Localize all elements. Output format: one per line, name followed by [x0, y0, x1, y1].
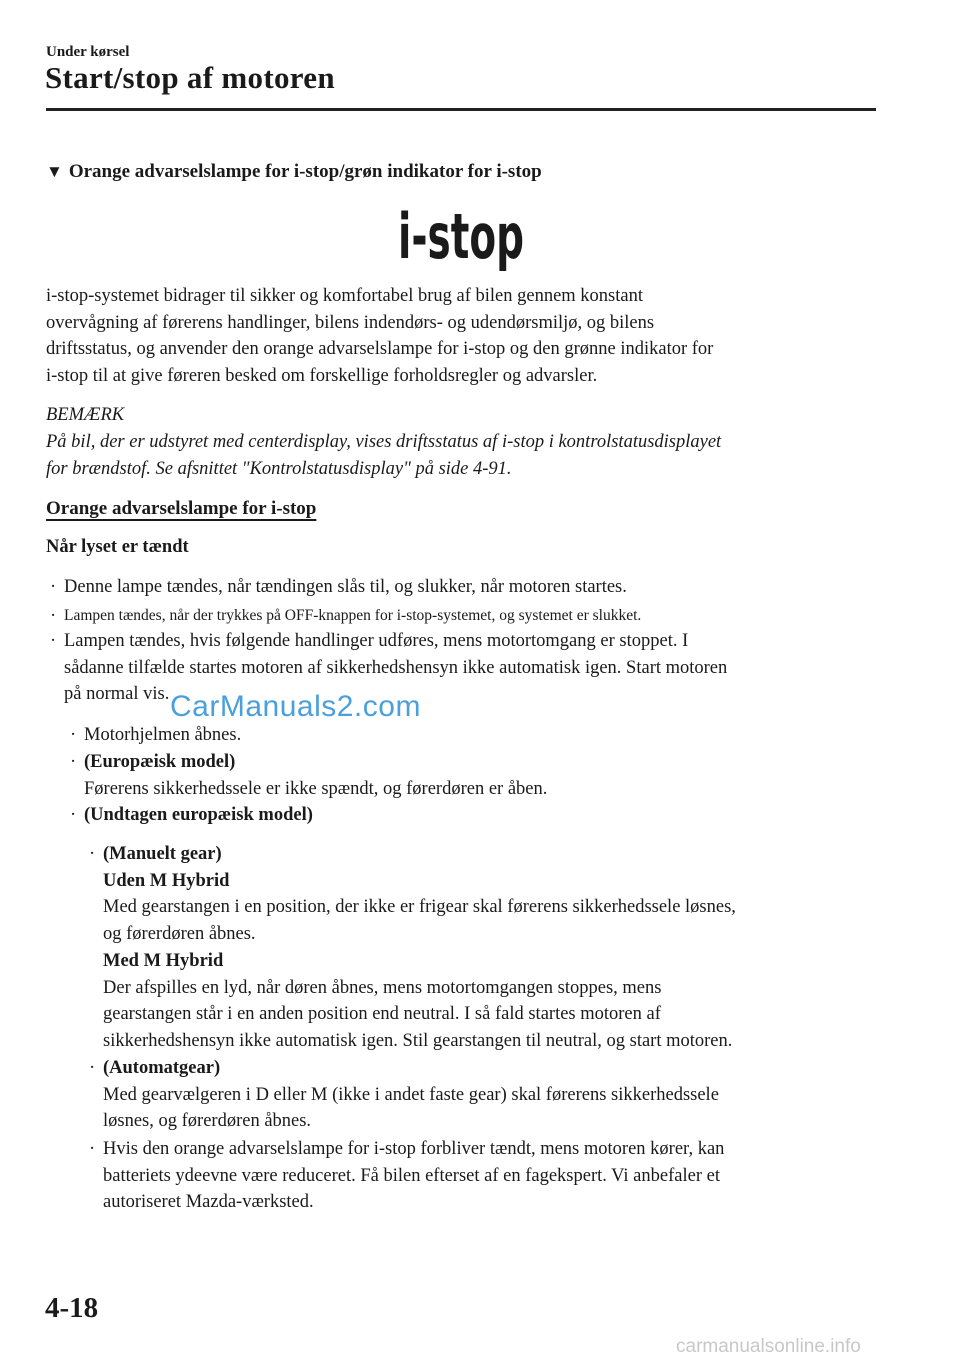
note-text — [46, 429, 876, 482]
bullet-item — [50, 603, 880, 630]
page-title: Start/stop af motoren — [45, 60, 335, 95]
subheading — [46, 161, 542, 183]
bullet-dot-icon: · — [89, 844, 96, 864]
when-lit-heading: Når lyset er tændt — [46, 537, 189, 557]
header-rule — [46, 108, 876, 111]
istop-symbol-label: i-stop — [398, 200, 524, 273]
bullet-line: sådanne tilfælde startes motoren af sikkerhedshensyn ikke automatisk igen. Start motoren — [64, 657, 728, 678]
no-hybrid-line: Med gearstangen i en position, der ikke er frigear skal førerens sikkerhedssele løsnes, — [103, 897, 736, 918]
no-hybrid-line: og førerdøren åbnes. — [103, 924, 256, 945]
bullet-dot-icon: · — [70, 752, 77, 772]
bullet-dot-icon: · — [89, 1139, 96, 1159]
bullet-text: Lampen tændes, når der trykkes på OFF-knappen for i-stop-systemet, og systemet er slukket. — [64, 607, 642, 624]
bullet-dot-icon: · — [89, 1058, 96, 1078]
sub-bullet-text: Motorhjelmen åbnes. — [84, 725, 242, 745]
eu-model-text: Førerens sikkerhedssele er ikke spændt, og førerdøren er åben. — [84, 778, 548, 799]
intro-line: i-stop til at give føreren besked om forskellige forholdsregler og advarsler. — [46, 366, 598, 387]
bullet-dot-icon: · — [50, 631, 57, 651]
intro-line: driftsstatus, og anvender den orange advarselslampe for i-stop og den grønne indikator for — [46, 339, 714, 360]
section-label: Under kørsel — [46, 44, 130, 60]
sub-bullet-item — [70, 802, 870, 829]
subheading-text: Orange advarselslampe for i-stop/grøn indikator for i-stop — [68, 161, 542, 182]
bullet-line: på normal vis. — [64, 684, 170, 705]
auto-gear-block — [89, 1055, 879, 1135]
sub-sub-bullet-item — [89, 1055, 879, 1135]
istop-symbol-icon — [396, 196, 526, 278]
manual-gear-block — [89, 841, 879, 1055]
eu-model-label: (Europæisk model) — [84, 752, 236, 772]
auto-gear-line: Med gearvælgeren i D eller M (ikke i andet faste gear) skal førerens sikkerhedssele — [103, 1084, 719, 1105]
page-number: 4-18 — [45, 1292, 99, 1324]
bullet-dot-icon: · — [70, 725, 77, 745]
sub-bullet-item — [70, 722, 870, 749]
sub-bullet-text — [70, 749, 870, 802]
remain-lit-line: Hvis den orange advarselslampe for i-stop forbliver tændt, mens motoren kører, kan — [103, 1139, 725, 1159]
triangle-marker-icon: ▼ — [46, 162, 63, 181]
footer-watermark: carmanualsonline.info — [676, 1336, 861, 1357]
no-hybrid-label: Uden M Hybrid — [103, 870, 230, 891]
hybrid-line: Der afspilles en lyd, når døren åbnes, mens motortomgangen stoppes, mens — [103, 977, 662, 998]
bullet-dot-icon: · — [50, 577, 57, 597]
bullet-item — [50, 574, 880, 601]
note-line: På bil, der er udstyret med centerdisplay, vises driftsstatus af i-stop i kontrolstatusdisplayet — [46, 432, 722, 452]
hybrid-label: Med M Hybrid — [103, 950, 224, 971]
manual-gear-label: (Manuelt gear) — [103, 844, 222, 864]
sub-bullet-item — [70, 749, 870, 802]
bullet-dot-icon: · — [70, 805, 77, 825]
remain-lit-line: autoriseret Mazda-værksted. — [103, 1192, 314, 1213]
orange-lamp-heading: Orange advarselslampe for i-stop — [46, 498, 317, 519]
bullet-dot-icon: · — [50, 606, 57, 626]
note-title: BEMÆRK — [46, 405, 125, 425]
sub-sub-bullet-item — [89, 1136, 879, 1216]
bullet-line: Lampen tændes, hvis følgende handlinger udføres, mens motortomgang er stoppet. I — [64, 631, 689, 651]
auto-gear-line: løsnes, og førerdøren åbnes. — [103, 1111, 312, 1132]
intro-line: overvågning af førerens handlinger, bilens indendørs- og udendørsmiljø, og bilens — [46, 312, 655, 333]
hybrid-line: sikkerhedshensyn ikke automatisk igen. Stil gearstangen til neutral, og start motoren. — [103, 1030, 733, 1051]
auto-gear-label: (Automatgear) — [103, 1058, 221, 1078]
sub-sub-bullet-item — [89, 841, 879, 1055]
intro-paragraph — [46, 283, 876, 390]
hybrid-line: gearstangen står i en anden position end neutral. I så fald startes motoren af — [103, 1004, 661, 1025]
bullet-text: Denne lampe tændes, når tændingen slås til, og slukker, når motoren startes. — [64, 577, 627, 597]
remain-lit-line: batteriets ydeevne være reduceret. Få bilen efterset af en fagekspert. Vi anbefaler et — [103, 1165, 720, 1186]
remain-lit-block — [89, 1136, 879, 1216]
non-eu-model-label: (Undtagen europæisk model) — [84, 805, 313, 825]
note-line: for brændstof. Se afsnittet "Kontrolstatusdisplay" på side 4-91. — [46, 458, 512, 479]
watermark: CarManuals2.com — [170, 690, 421, 723]
intro-line: i-stop-systemet bidrager til sikker og komfortabel brug af bilen gennem konstant — [46, 286, 643, 306]
